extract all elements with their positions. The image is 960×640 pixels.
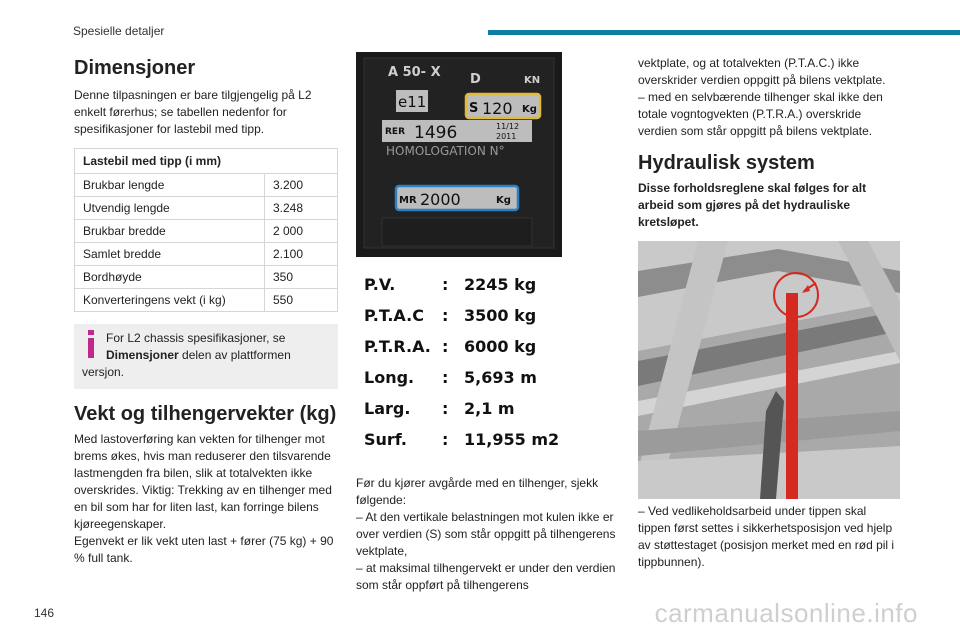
table-row: Utvendig lengde 3.248: [75, 197, 338, 220]
plate-e11: e11: [398, 93, 427, 111]
weights-title: Vekt og tilhengervekter (kg): [74, 403, 337, 425]
list-item: Long. : 5,693 m: [364, 368, 537, 387]
plate-s-unit: Kg: [522, 104, 537, 115]
plate-kn: KN: [524, 75, 541, 86]
plate-rer: RER: [385, 127, 406, 137]
table-row: Bordhøyde 350: [75, 266, 338, 289]
plate-s: S: [469, 101, 479, 116]
weights-paragraph: Med lastoverføring kan vekten for tilhenger mot brems økes, hvis man reduserer den tilsvarende lastmengden fra bilen, slik at totalvekten ikke overskrides. Viktig: Trekking av en tilhenger med en bil som har for liten last, kan forringe bilens kjøreegenskaper.: [74, 432, 332, 531]
table-row: Brukbar lengde 3.200: [75, 174, 338, 197]
plate-mr: MR: [399, 195, 417, 206]
trailer-check-text: Før du kjører avgårde med en tilhenger, sjekk følgende: – At den vertikale belastningen mot kulen ikke er over verdien (S) som står oppgitt på tilhengerens vektplate, – at maksimal tilhengervekt er under den verdien som står oppført på tilhengerens: [356, 476, 616, 592]
watermark: carmanualsonline.info: [654, 598, 918, 628]
list-item: P.V. : 2245 kg: [364, 275, 537, 294]
tipper-support-strut-image: [638, 241, 900, 499]
plate-rer-value: 1496: [414, 123, 458, 143]
column-1: [74, 55, 338, 567]
dimensions-intro: Denne tilpasningen er bare tilgjengelig på L2 enkelt førerhus; se tabellen nedenfor for spesifikasjoner for lastebil med tipp.: [74, 88, 312, 136]
plate-s-value: 120: [482, 99, 513, 118]
page-number: 146: [34, 606, 55, 620]
hydraulic-title: Hydraulisk system: [638, 152, 815, 174]
info-note: For L2 chassis spesifikasjoner, se Dimensjoner delen av plattformen versjon.: [74, 324, 338, 389]
header-accent-bar: [488, 30, 960, 35]
table-row: Konverteringens vekt (i kg) 550: [75, 289, 338, 312]
table-header: Lastebil med tipp (i mm): [75, 149, 338, 174]
list-item: Surf. : 11,955 m2: [364, 430, 560, 449]
list-item: P.T.R.A. : 6000 kg: [364, 337, 537, 356]
plate-date1: 11/12: [496, 122, 520, 131]
dimensions-title: Dimensjoner: [74, 57, 196, 79]
list-item: P.T.A.C : 3500 kg: [364, 306, 537, 325]
column-2: [356, 52, 622, 594]
plate-homologation: HOMOLOGATION N°: [386, 144, 505, 158]
plate-mr-value: 2000: [420, 190, 461, 209]
info-icon: [82, 330, 100, 358]
vehicle-weight-plate-image: [356, 52, 562, 257]
plate-line1: A 50- X: [388, 65, 441, 80]
tipper-dimensions-table: [74, 148, 338, 312]
weights-paragraph-2: Egenvekt er lik vekt uten last + fører (75 kg) + 90 % full tank.: [74, 534, 334, 565]
plate-date2: 2011: [496, 132, 517, 141]
plate-values-list: [364, 269, 622, 455]
hydraulic-warning: Disse forholdsreglene skal følges for alt arbeid som gjøres på det hydrauliske kretsløpet.: [638, 181, 867, 229]
list-item: Larg. : 2,1 m: [364, 399, 515, 418]
plate-mr-unit: Kg: [496, 195, 511, 206]
table-row: Samlet bredde 2.100: [75, 243, 338, 266]
table-row: Brukbar bredde 2 000: [75, 220, 338, 243]
running-header: Spesielle detaljer: [73, 24, 165, 38]
hydraulic-maintenance-text: – Ved vedlikeholdsarbeid under tippen skal tippen først settes i sikkerhetsposisjon ved hjelp av støttestaget (posisjon merket med en rød pil i tippbunnen).: [638, 504, 895, 569]
trailer-check-continued: vektplate, og at totalvekten (P.T.A.C.) ikke overskrider verdien oppgitt på bilens vektplate. – med en selvbærende tilhenger skal ikke den totale vogntogvekten (P.T.R.A.) overskride verdien som står oppgitt på bilens vektplate.: [638, 56, 886, 138]
column-3: [638, 55, 900, 571]
plate-d: D: [470, 72, 481, 87]
